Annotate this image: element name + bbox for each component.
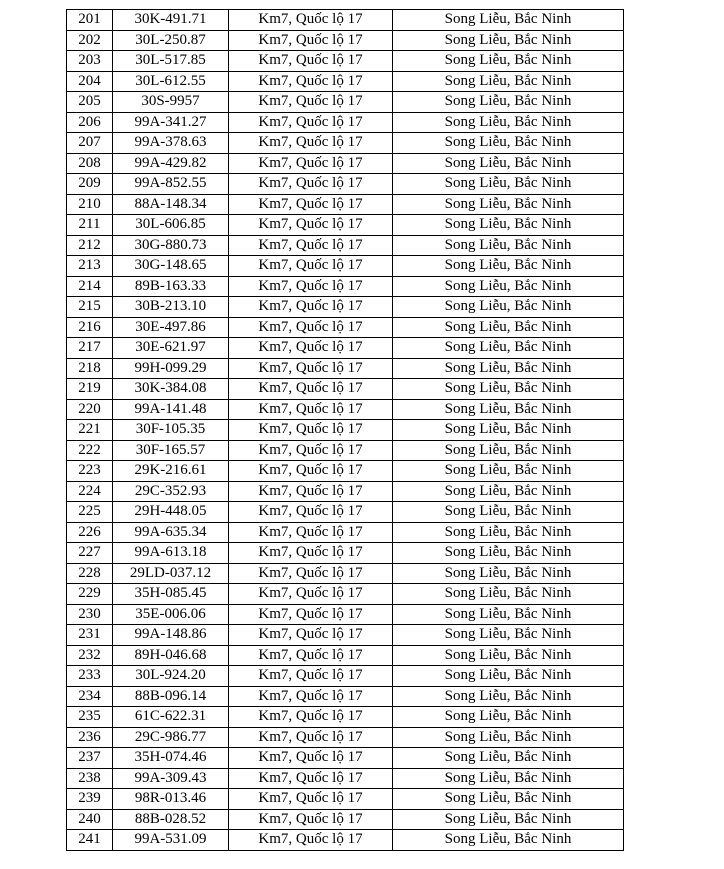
address-cell: Song Liễu, Bắc Ninh (393, 481, 624, 502)
row-number-cell: 234 (67, 686, 113, 707)
violation-location-cell: Km7, Quốc lộ 17 (229, 830, 393, 851)
address-cell: Song Liễu, Bắc Ninh (393, 215, 624, 236)
row-number-cell: 227 (67, 543, 113, 564)
table-row (67, 235, 624, 256)
row-number-cell: 220 (67, 399, 113, 420)
table-row (67, 30, 624, 51)
table-row (67, 10, 624, 31)
address-cell: Song Liễu, Bắc Ninh (393, 666, 624, 687)
row-number-cell: 213 (67, 256, 113, 277)
license-plate-cell: 35E-006.06 (113, 604, 229, 625)
license-plate-cell: 30E-497.86 (113, 317, 229, 338)
document-page (66, 9, 624, 851)
row-number-cell: 208 (67, 153, 113, 174)
license-plate-cell: 30K-491.71 (113, 10, 229, 31)
violation-location-cell: Km7, Quốc lộ 17 (229, 522, 393, 543)
table-row (67, 133, 624, 154)
table-row (67, 625, 624, 646)
license-plate-cell: 30L-924.20 (113, 666, 229, 687)
address-cell: Song Liễu, Bắc Ninh (393, 235, 624, 256)
row-number-cell: 218 (67, 358, 113, 379)
address-cell: Song Liễu, Bắc Ninh (393, 789, 624, 810)
row-number-cell: 207 (67, 133, 113, 154)
row-number-cell: 225 (67, 502, 113, 523)
violation-location-cell: Km7, Quốc lộ 17 (229, 502, 393, 523)
address-cell: Song Liễu, Bắc Ninh (393, 30, 624, 51)
row-number-cell: 206 (67, 112, 113, 133)
table-row (67, 461, 624, 482)
license-plate-cell: 30G-148.65 (113, 256, 229, 277)
table-row (67, 174, 624, 195)
license-plate-cell: 35H-074.46 (113, 748, 229, 769)
row-number-cell: 201 (67, 10, 113, 31)
address-cell: Song Liễu, Bắc Ninh (393, 748, 624, 769)
license-plate-cell: 30G-880.73 (113, 235, 229, 256)
violation-location-cell: Km7, Quốc lộ 17 (229, 133, 393, 154)
violation-location-cell: Km7, Quốc lộ 17 (229, 768, 393, 789)
table-body (67, 10, 624, 851)
table-row (67, 481, 624, 502)
license-plate-cell: 99A-429.82 (113, 153, 229, 174)
address-cell: Song Liễu, Bắc Ninh (393, 522, 624, 543)
violation-location-cell: Km7, Quốc lộ 17 (229, 338, 393, 359)
address-cell: Song Liễu, Bắc Ninh (393, 399, 624, 420)
table-row (67, 71, 624, 92)
row-number-cell: 240 (67, 809, 113, 830)
row-number-cell: 241 (67, 830, 113, 851)
address-cell: Song Liễu, Bắc Ninh (393, 174, 624, 195)
license-plate-cell: 98R-013.46 (113, 789, 229, 810)
row-number-cell: 233 (67, 666, 113, 687)
address-cell: Song Liễu, Bắc Ninh (393, 71, 624, 92)
address-cell: Song Liễu, Bắc Ninh (393, 297, 624, 318)
violation-location-cell: Km7, Quốc lộ 17 (229, 153, 393, 174)
address-cell: Song Liễu, Bắc Ninh (393, 502, 624, 523)
address-cell: Song Liễu, Bắc Ninh (393, 830, 624, 851)
violation-location-cell: Km7, Quốc lộ 17 (229, 727, 393, 748)
table-row (67, 256, 624, 277)
license-plate-cell: 99H-099.29 (113, 358, 229, 379)
license-plate-cell: 88B-096.14 (113, 686, 229, 707)
license-plate-cell: 99A-635.34 (113, 522, 229, 543)
address-cell: Song Liễu, Bắc Ninh (393, 686, 624, 707)
violation-location-cell: Km7, Quốc lộ 17 (229, 625, 393, 646)
license-plate-cell: 30S-9957 (113, 92, 229, 113)
table-row (67, 748, 624, 769)
address-cell: Song Liễu, Bắc Ninh (393, 543, 624, 564)
violation-location-cell: Km7, Quốc lộ 17 (229, 112, 393, 133)
address-cell: Song Liễu, Bắc Ninh (393, 51, 624, 72)
table-row (67, 317, 624, 338)
row-number-cell: 217 (67, 338, 113, 359)
address-cell: Song Liễu, Bắc Ninh (393, 563, 624, 584)
row-number-cell: 239 (67, 789, 113, 810)
license-plate-cell: 30E-621.97 (113, 338, 229, 359)
violation-location-cell: Km7, Quốc lộ 17 (229, 420, 393, 441)
table-row (67, 584, 624, 605)
violation-location-cell: Km7, Quốc lộ 17 (229, 174, 393, 195)
violation-location-cell: Km7, Quốc lộ 17 (229, 440, 393, 461)
table-row (67, 420, 624, 441)
violation-location-cell: Km7, Quốc lộ 17 (229, 71, 393, 92)
table-row (67, 666, 624, 687)
violation-table (66, 9, 624, 851)
address-cell: Song Liễu, Bắc Ninh (393, 768, 624, 789)
license-plate-cell: 30F-105.35 (113, 420, 229, 441)
license-plate-cell: 29H-448.05 (113, 502, 229, 523)
address-cell: Song Liễu, Bắc Ninh (393, 10, 624, 31)
table-row (67, 830, 624, 851)
violation-location-cell: Km7, Quốc lộ 17 (229, 563, 393, 584)
address-cell: Song Liễu, Bắc Ninh (393, 440, 624, 461)
row-number-cell: 211 (67, 215, 113, 236)
license-plate-cell: 30L-606.85 (113, 215, 229, 236)
row-number-cell: 212 (67, 235, 113, 256)
row-number-cell: 231 (67, 625, 113, 646)
row-number-cell: 205 (67, 92, 113, 113)
address-cell: Song Liễu, Bắc Ninh (393, 809, 624, 830)
row-number-cell: 210 (67, 194, 113, 215)
license-plate-cell: 88A-148.34 (113, 194, 229, 215)
license-plate-cell: 29LD-037.12 (113, 563, 229, 584)
table-row (67, 51, 624, 72)
address-cell: Song Liễu, Bắc Ninh (393, 338, 624, 359)
address-cell: Song Liễu, Bắc Ninh (393, 584, 624, 605)
row-number-cell: 237 (67, 748, 113, 769)
violation-location-cell: Km7, Quốc lộ 17 (229, 481, 393, 502)
row-number-cell: 219 (67, 379, 113, 400)
table-row (67, 194, 624, 215)
table-row (67, 399, 624, 420)
table-row (67, 338, 624, 359)
violation-location-cell: Km7, Quốc lộ 17 (229, 379, 393, 400)
address-cell: Song Liễu, Bắc Ninh (393, 645, 624, 666)
address-cell: Song Liễu, Bắc Ninh (393, 256, 624, 277)
row-number-cell: 226 (67, 522, 113, 543)
violation-location-cell: Km7, Quốc lộ 17 (229, 399, 393, 420)
license-plate-cell: 99A-613.18 (113, 543, 229, 564)
license-plate-cell: 29C-352.93 (113, 481, 229, 502)
table-row (67, 153, 624, 174)
row-number-cell: 235 (67, 707, 113, 728)
violation-location-cell: Km7, Quốc lộ 17 (229, 10, 393, 31)
license-plate-cell: 99A-141.48 (113, 399, 229, 420)
row-number-cell: 223 (67, 461, 113, 482)
license-plate-cell: 88B-028.52 (113, 809, 229, 830)
license-plate-cell: 99A-148.86 (113, 625, 229, 646)
row-number-cell: 238 (67, 768, 113, 789)
row-number-cell: 228 (67, 563, 113, 584)
address-cell: Song Liễu, Bắc Ninh (393, 625, 624, 646)
table-row (67, 789, 624, 810)
violation-location-cell: Km7, Quốc lộ 17 (229, 235, 393, 256)
address-cell: Song Liễu, Bắc Ninh (393, 194, 624, 215)
address-cell: Song Liễu, Bắc Ninh (393, 727, 624, 748)
table-row (67, 563, 624, 584)
address-cell: Song Liễu, Bắc Ninh (393, 317, 624, 338)
table-row (67, 379, 624, 400)
table-row (67, 276, 624, 297)
table-row (67, 112, 624, 133)
license-plate-cell: 30L-250.87 (113, 30, 229, 51)
table-row (67, 727, 624, 748)
address-cell: Song Liễu, Bắc Ninh (393, 276, 624, 297)
license-plate-cell: 30L-517.85 (113, 51, 229, 72)
address-cell: Song Liễu, Bắc Ninh (393, 379, 624, 400)
violation-location-cell: Km7, Quốc lộ 17 (229, 317, 393, 338)
violation-location-cell: Km7, Quốc lộ 17 (229, 686, 393, 707)
row-number-cell: 209 (67, 174, 113, 195)
license-plate-cell: 61C-622.31 (113, 707, 229, 728)
license-plate-cell: 99A-378.63 (113, 133, 229, 154)
address-cell: Song Liễu, Bắc Ninh (393, 604, 624, 625)
table-row (67, 809, 624, 830)
violation-location-cell: Km7, Quốc lộ 17 (229, 215, 393, 236)
address-cell: Song Liễu, Bắc Ninh (393, 112, 624, 133)
address-cell: Song Liễu, Bắc Ninh (393, 133, 624, 154)
violation-location-cell: Km7, Quốc lộ 17 (229, 256, 393, 277)
table-row (67, 440, 624, 461)
license-plate-cell: 30K-384.08 (113, 379, 229, 400)
license-plate-cell: 35H-085.45 (113, 584, 229, 605)
license-plate-cell: 89H-046.68 (113, 645, 229, 666)
row-number-cell: 203 (67, 51, 113, 72)
license-plate-cell: 99A-852.55 (113, 174, 229, 195)
license-plate-cell: 30F-165.57 (113, 440, 229, 461)
license-plate-cell: 89B-163.33 (113, 276, 229, 297)
table-row (67, 297, 624, 318)
table-row (67, 686, 624, 707)
address-cell: Song Liễu, Bắc Ninh (393, 461, 624, 482)
license-plate-cell: 30B-213.10 (113, 297, 229, 318)
table-row (67, 522, 624, 543)
table-row (67, 604, 624, 625)
table-row (67, 543, 624, 564)
license-plate-cell: 30L-612.55 (113, 71, 229, 92)
address-cell: Song Liễu, Bắc Ninh (393, 153, 624, 174)
row-number-cell: 215 (67, 297, 113, 318)
violation-location-cell: Km7, Quốc lộ 17 (229, 748, 393, 769)
row-number-cell: 204 (67, 71, 113, 92)
violation-location-cell: Km7, Quốc lộ 17 (229, 543, 393, 564)
row-number-cell: 236 (67, 727, 113, 748)
row-number-cell: 230 (67, 604, 113, 625)
violation-location-cell: Km7, Quốc lộ 17 (229, 809, 393, 830)
violation-location-cell: Km7, Quốc lộ 17 (229, 276, 393, 297)
license-plate-cell: 99A-341.27 (113, 112, 229, 133)
address-cell: Song Liễu, Bắc Ninh (393, 707, 624, 728)
row-number-cell: 202 (67, 30, 113, 51)
address-cell: Song Liễu, Bắc Ninh (393, 92, 624, 113)
violation-location-cell: Km7, Quốc lộ 17 (229, 789, 393, 810)
violation-location-cell: Km7, Quốc lộ 17 (229, 461, 393, 482)
violation-location-cell: Km7, Quốc lộ 17 (229, 30, 393, 51)
license-plate-cell: 29C-986.77 (113, 727, 229, 748)
table-row (67, 92, 624, 113)
violation-location-cell: Km7, Quốc lộ 17 (229, 51, 393, 72)
license-plate-cell: 99A-309.43 (113, 768, 229, 789)
table-row (67, 768, 624, 789)
row-number-cell: 229 (67, 584, 113, 605)
row-number-cell: 214 (67, 276, 113, 297)
violation-location-cell: Km7, Quốc lộ 17 (229, 645, 393, 666)
violation-location-cell: Km7, Quốc lộ 17 (229, 358, 393, 379)
table-row (67, 358, 624, 379)
violation-location-cell: Km7, Quốc lộ 17 (229, 92, 393, 113)
violation-location-cell: Km7, Quốc lộ 17 (229, 584, 393, 605)
address-cell: Song Liễu, Bắc Ninh (393, 420, 624, 441)
row-number-cell: 232 (67, 645, 113, 666)
violation-location-cell: Km7, Quốc lộ 17 (229, 666, 393, 687)
row-number-cell: 222 (67, 440, 113, 461)
address-cell: Song Liễu, Bắc Ninh (393, 358, 624, 379)
violation-location-cell: Km7, Quốc lộ 17 (229, 707, 393, 728)
table-row (67, 707, 624, 728)
row-number-cell: 224 (67, 481, 113, 502)
table-row (67, 645, 624, 666)
violation-location-cell: Km7, Quốc lộ 17 (229, 604, 393, 625)
row-number-cell: 216 (67, 317, 113, 338)
violation-location-cell: Km7, Quốc lộ 17 (229, 194, 393, 215)
table-row (67, 215, 624, 236)
license-plate-cell: 29K-216.61 (113, 461, 229, 482)
table-row (67, 502, 624, 523)
row-number-cell: 221 (67, 420, 113, 441)
license-plate-cell: 99A-531.09 (113, 830, 229, 851)
violation-location-cell: Km7, Quốc lộ 17 (229, 297, 393, 318)
